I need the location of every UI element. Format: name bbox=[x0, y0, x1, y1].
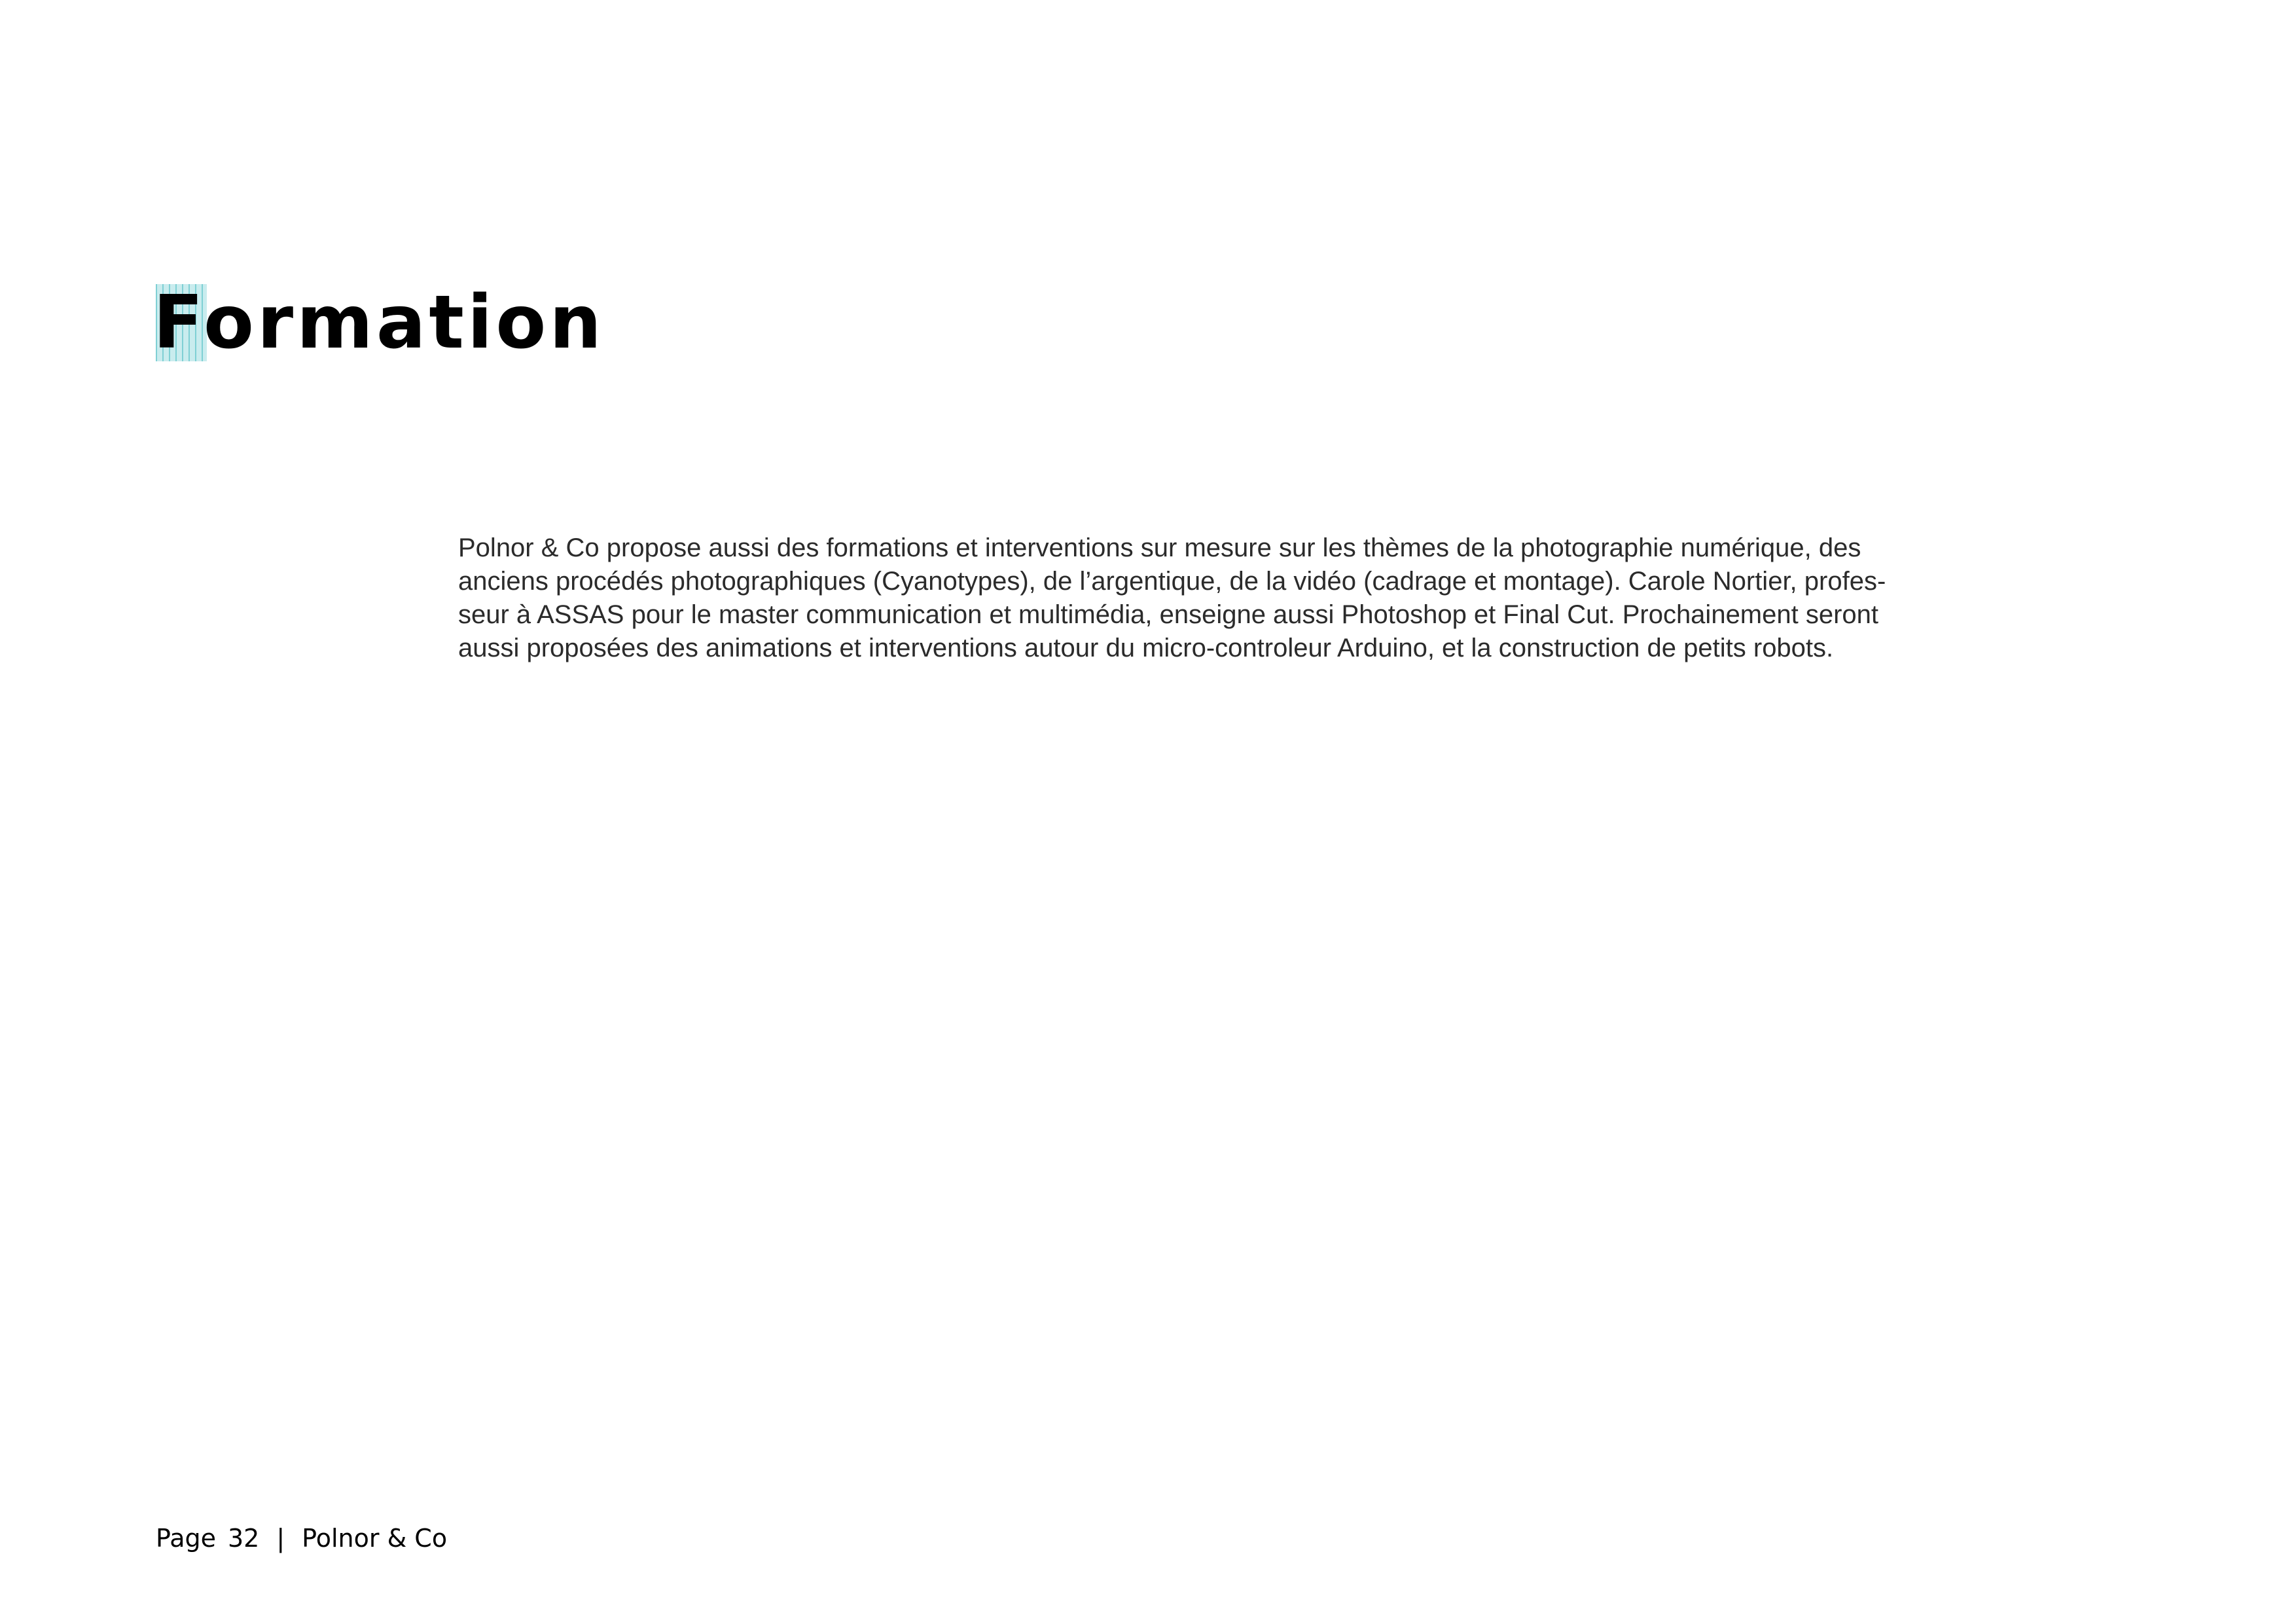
footer-page-label: Page bbox=[156, 1524, 216, 1553]
footer-separator: | bbox=[276, 1524, 285, 1553]
body-line: Polnor & Co propose aussi des formations et interventions sur mesure sur les thèmes de la photographie numérique, des bbox=[458, 533, 1861, 562]
body-line: anciens procédés photographiques (Cyanotypes), de l’argentique, de la vidéo (cadrage et montage). Carole Nortier, profes- bbox=[458, 567, 1886, 596]
body-paragraph bbox=[458, 532, 1885, 665]
footer-company-name: Polnor & Co bbox=[302, 1524, 448, 1553]
page-title: Formation bbox=[153, 280, 605, 365]
body-line: seur à ASSAS pour le master communication et multimédia, enseigne aussi Photoshop et Final Cut. Prochainement seront bbox=[458, 600, 1879, 629]
footer-page-number: 32 bbox=[228, 1524, 260, 1553]
body-line: aussi proposées des animations et interventions autour du micro-controleur Arduino, et la construction de petits robots. bbox=[458, 634, 1834, 662]
page-footer bbox=[156, 1519, 447, 1558]
